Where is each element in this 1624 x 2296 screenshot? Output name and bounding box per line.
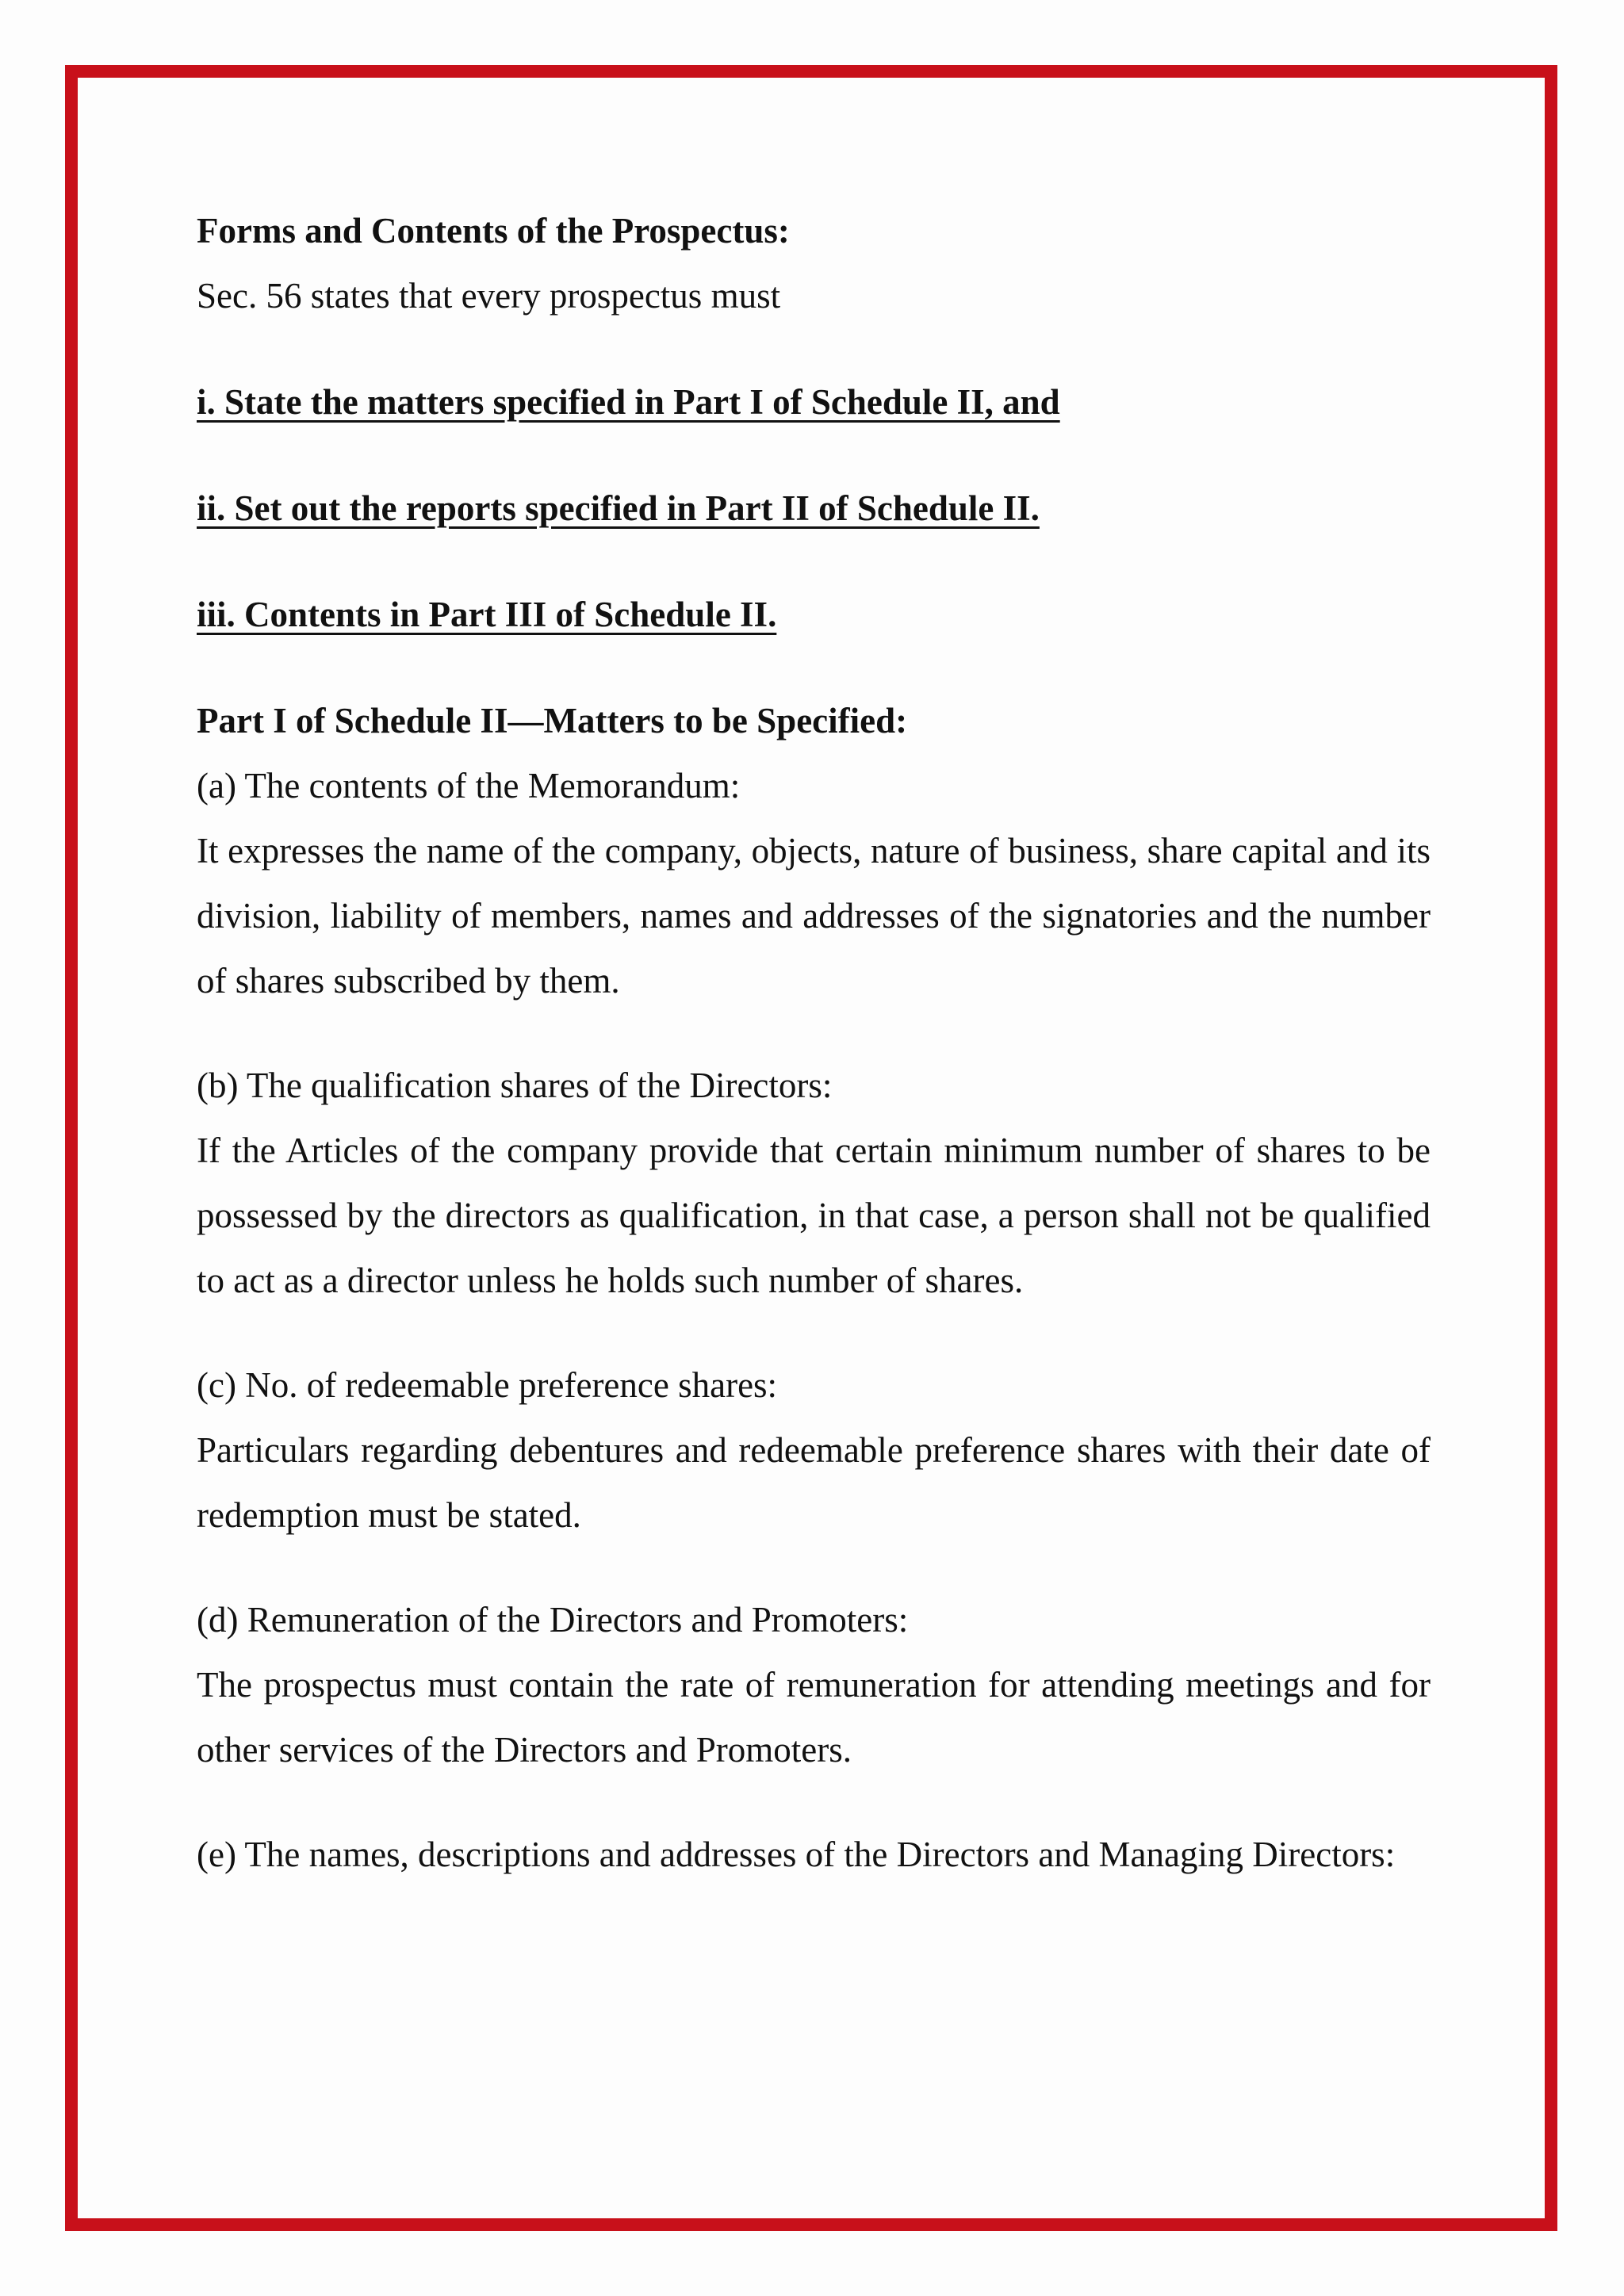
section-title: (a) The contents of the Memorandum: bbox=[197, 766, 741, 806]
requirement-item: ii. Set out the reports specified in Part II of Schedule II. bbox=[197, 488, 1040, 528]
document-body bbox=[197, 198, 1431, 1887]
section-body: It expresses the name of the company, objects, nature of business, share capital and its division, liability of members, names and addresses of the signatories and the number of shares subscribed by them. bbox=[197, 831, 1431, 1001]
intro-line: Sec. 56 states that every prospectus must bbox=[197, 276, 781, 316]
section-body: The prospectus must contain the rate of remuneration for attending meetings and for other services of the Directors and Promoters. bbox=[197, 1665, 1431, 1770]
requirement-item: i. State the matters specified in Part I of Schedule II, and bbox=[197, 382, 1060, 422]
part1-heading: Part I of Schedule II—Matters to be Specified: bbox=[197, 701, 908, 740]
section-body: Particulars regarding debentures and redeemable preference shares with their date of redemption must be stated. bbox=[197, 1430, 1431, 1535]
requirement-item: iii. Contents in Part III of Schedule II. bbox=[197, 595, 777, 634]
section-title: (c) No. of redeemable preference shares: bbox=[197, 1365, 778, 1405]
section-body: If the Articles of the company provide that certain minimum number of shares to be possessed by the directors as qualification, in that case, a person shall not be qualified to act as a director unless he holds such number of shares. bbox=[197, 1131, 1431, 1300]
section-title: (b) The qualification shares of the Directors: bbox=[197, 1066, 833, 1105]
section-title: (d) Remuneration of the Directors and Promoters: bbox=[197, 1600, 909, 1640]
page-heading: Forms and Contents of the Prospectus: bbox=[197, 211, 790, 251]
section-title: (e) The names, descriptions and addresses of the Directors and Managing Directors: bbox=[197, 1835, 1396, 1874]
